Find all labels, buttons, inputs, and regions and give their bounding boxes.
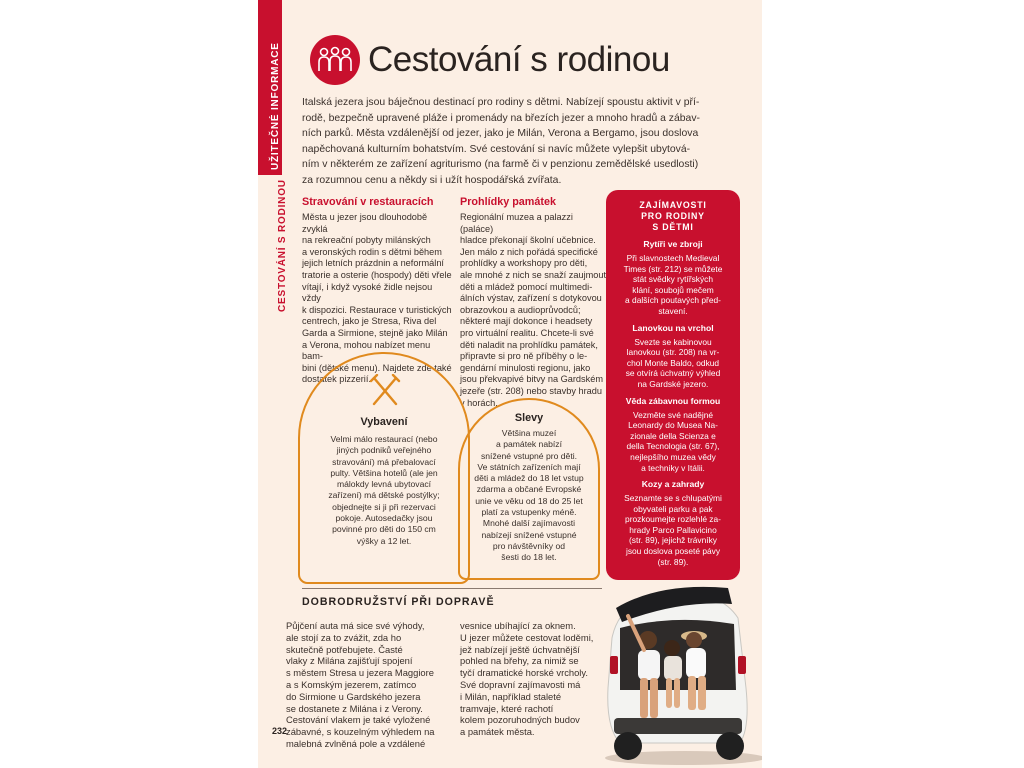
dining-line: na rekreační pobyty milánských	[302, 235, 431, 246]
equipment-line: jiných podniků veřejného	[336, 445, 432, 456]
discounts-line: zdarma a občané Evropské	[476, 484, 582, 495]
side-tab-top-label: UŽITEČNÉ INFORMACE	[270, 42, 281, 170]
sidebar-text	[612, 493, 734, 567]
adventure-line: kolem pozoruhodných budov	[460, 714, 580, 726]
family-icon	[310, 35, 360, 85]
adventure-line: a památek města.	[460, 726, 535, 738]
sidebar-subheading: Kozy a zahrady	[641, 479, 705, 490]
dining-line: bini (dětské menu). Najdete zde také	[302, 362, 452, 373]
sights-line: jezeře (str. 208) nebo stavby hradu	[460, 385, 602, 396]
sidebar-line: della Tecnologia (str. 67),	[626, 441, 720, 452]
adventure-left-column	[286, 620, 454, 750]
sidebar-line: zionale della Scienza e	[630, 430, 716, 441]
intro-line: za rozumnou cenu a někdy si i užít hospodářská zvířata.	[302, 174, 562, 186]
dining-line: centrech, jako je Stresa, Riva del	[302, 316, 437, 327]
discounts-line: Většina muzeí	[501, 428, 557, 438]
sidebar-line: klání, soubojů mečem	[632, 284, 714, 295]
book-page	[258, 0, 762, 768]
dining-line: Města u jezer jsou dlouhodobě zvyklá	[302, 212, 428, 234]
sidebar-line: hrady Parco Pallavicino	[629, 524, 717, 535]
equipment-line: pokoje. Autosedačky jsou	[335, 513, 433, 524]
sights-line: ale mnohé z nich se snaží zaujmout	[460, 269, 607, 280]
adventure-line: U jezer můžete cestovat loděmi,	[460, 631, 594, 643]
sidebar-subheading: Rytíři ve zbroji	[643, 239, 703, 249]
sights-line: prohlídky a workshopy pro děti,	[460, 258, 588, 269]
discounts-line: snížené vstupné pro děti.	[480, 450, 578, 461]
discounts-line: Ve státních zařízeních mají	[477, 461, 581, 472]
equipment-line: zařízení) má dětské postýlky;	[328, 490, 440, 501]
title-row	[310, 28, 670, 92]
sights-line: Jen málo z nich pořádá specifické	[460, 246, 598, 257]
adventure-line: a s Komským jezerem, zatímco	[286, 678, 417, 690]
adventure-right-column	[460, 620, 608, 738]
equipment-line: Velmi málo restaurací (nebo	[330, 434, 438, 444]
sidebar-line: lanovkou (str. 208) na vr-	[626, 347, 720, 358]
sidebar-line: obyvateli parku a pak	[633, 503, 713, 514]
adventure-line: jež nabízejí ještě úchvatnější	[460, 643, 580, 655]
sidebar-line: chol Monte Baldo, odkud	[626, 357, 720, 368]
adventure-line: ale stojí za to zvážit, zda ho	[286, 631, 402, 643]
sidebar-line: na Gardské jezero.	[637, 378, 709, 389]
dining-line: k dispozici. Restaurace v turistických	[302, 304, 452, 315]
sidebar-line: Times (str. 212) se můžete	[623, 263, 723, 274]
side-tab	[258, 0, 288, 768]
adventure-line: se dostanete z Milána i z Verony.	[286, 702, 423, 714]
equipment-line: pulty. Většina hotelů (ale jen	[330, 467, 438, 478]
sidebar-line: se otvírá úchvatný výhled	[625, 368, 721, 379]
equipment-text	[306, 434, 462, 547]
sidebar-heading-line: S DĚTMI	[652, 222, 694, 232]
equipment-line: povinné pro děti do 150 cm	[332, 524, 436, 535]
adventure-line: malebná zvlněná pole a vzdálené	[286, 737, 426, 749]
discounts-line: unie ve věku od 18 do 25 let	[475, 495, 583, 506]
sidebar-line: Leonardy do Musea Na-	[628, 420, 718, 431]
discounts-line: nabízejí snížené vstupné	[481, 529, 577, 540]
equipment-line: objednejte si ji při rezervaci	[332, 501, 436, 512]
discounts-line: děti a mládež do 18 let vstup	[474, 473, 584, 484]
intro-line: rodě, bezpečně upravené pláže i promenády na březích jezer a mnoho hradů a zábav-	[302, 112, 700, 124]
adventure-line: zábavné, s kouzelným výhledem na	[286, 726, 435, 738]
sidebar-line: Vezměte své nadějné	[632, 409, 714, 420]
sights-line: álních výstav, zařízení s dotykovou	[460, 293, 602, 304]
intro-line: ních parků. Města vzdálenější od jezer, jako je Milán, Verona a Bergamo, jsou doslova	[302, 128, 699, 140]
sights-line: pro virtuální realitu. Chcete-li své	[460, 327, 594, 338]
equipment-box	[298, 352, 470, 584]
discounts-line: Mnohé další zajímavosti	[482, 518, 576, 529]
adventure-line: skutečně potřebujete. Časté	[286, 643, 403, 655]
adventure-line: Své dopravní zajímavosti má	[460, 678, 581, 690]
adventure-heading: DOBRODRUŽSTVÍ PŘI DOPRAVĚ	[302, 596, 495, 608]
sights-line: děti a mládež pomocí multimedi-	[460, 281, 593, 292]
sights-text	[460, 212, 608, 409]
sights-line: hladce překonají školní učebnice.	[460, 235, 596, 246]
sidebar-line: Svezte se kabinovou	[634, 336, 712, 347]
sights-line: v horách.	[460, 397, 498, 408]
intro-paragraph	[302, 95, 710, 189]
side-tab-section-label: CESTOVÁNÍ S RODINOU	[277, 179, 288, 312]
adventure-divider	[302, 588, 602, 589]
adventure-line: s městem Stresa u jezera Maggiore	[286, 667, 434, 679]
sights-line: Regionální muzea a palazzi (paláce)	[460, 212, 573, 234]
sidebar-heading-line: PRO RODINY	[641, 211, 705, 221]
page-number: 232	[272, 726, 288, 736]
intro-line: Italská jezera jsou báječnou destinací pro rodiny s dětmi. Nabízejí spoustu aktivit v pří-	[302, 97, 700, 108]
sidebar-text	[612, 337, 734, 390]
fork-knife-icon	[368, 374, 402, 413]
sights-line: připravte si pro ně příběhy o le-	[460, 351, 588, 362]
intro-line: napěchovaná kulturním bohatstvím. Své cestování si navíc můžete vylepšit ubytová-	[302, 143, 691, 155]
dining-line: a Verona, mohou nabízet menu bam-	[302, 339, 431, 362]
adventure-line: Cestování vlakem je také vyložené	[286, 714, 431, 726]
discounts-box	[458, 398, 600, 580]
sidebar-line: nejlepšího muzea vědy	[630, 451, 716, 462]
sidebar-line: jsou doslova poseté pávy	[625, 546, 721, 557]
dining-line: vítají, i když vysoké židle nejsou vždy	[302, 281, 433, 304]
sights-heading: Prohlídky památek	[460, 196, 557, 208]
sights-line: děti naladit na prohlídku památek,	[460, 339, 598, 350]
dining-line: Garda a Sirmione, stejně jako Milán	[302, 327, 448, 338]
equipment-line: málokdy levná ubytovací	[336, 479, 432, 490]
sidebar-line: (str. 89), jejichž trávníky	[629, 535, 717, 546]
discounts-line: šesti do 18 let.	[501, 552, 557, 563]
sidebar-heading-line: ZAJÍMAVOSTI	[639, 200, 707, 210]
dining-line: tratorie a osterie (hospody) děti vřele	[302, 269, 452, 280]
discounts-line: platí za vstupenky méně.	[481, 507, 577, 518]
sidebar-line: stavení.	[658, 305, 688, 316]
adventure-line: tyčí dramatické horské vrcholy.	[460, 667, 588, 679]
sidebar-line: stát svědky rytířských	[632, 274, 714, 285]
sights-line: některé mají dokonce i headsety	[460, 316, 593, 327]
dining-heading: Stravování v restauracích	[302, 196, 434, 208]
dining-line: jejich letních prázdnin a neformální	[302, 258, 444, 269]
sidebar-line: Seznamte se s chlupatými	[624, 493, 722, 504]
discounts-line: pro návštěvníky od	[492, 540, 566, 551]
sidebar-line: a dalších poutavých před-	[625, 295, 721, 306]
intro-line: ním v některém ze zařízení agriturismo (na farmě či v penzionu zemědělské usedlosti)	[302, 159, 699, 171]
dining-line: dostatek pizzerií.	[302, 374, 371, 385]
equipment-heading: Vybavení	[360, 416, 408, 428]
sidebar-text	[612, 410, 734, 474]
discounts-heading: Slevy	[514, 412, 544, 424]
sidebar-text	[612, 253, 734, 317]
sidebar-subheading: Lanovkou na vrchol	[632, 322, 714, 333]
sights-line: jsou překvapivé bitvy na Gardském	[460, 374, 603, 385]
sidebar-line: Při slavnostech Medieval	[626, 253, 720, 263]
family-highlights-sidebar	[606, 190, 740, 580]
discounts-line: a památek nabízí	[496, 439, 562, 450]
family-car-photo	[590, 578, 762, 768]
page-title: Cestování s rodinou	[368, 40, 670, 79]
sidebar-line: (str. 89).	[657, 556, 689, 567]
dining-line: a veronských rodin s dětmi během	[302, 246, 442, 257]
sidebar-subheading: Věda zábavnou formou	[625, 395, 721, 406]
adventure-line: vesnice ubíhající za oknem.	[460, 620, 576, 631]
equipment-line: stravování) má přebalovací	[332, 456, 436, 467]
adventure-line: do Sirmione u Gardského jezera	[286, 690, 421, 702]
adventure-line: tramvaje, které rachotí	[460, 702, 554, 714]
sights-line: obrazovkou a audioprůvodců;	[460, 304, 581, 315]
adventure-line: i Milán, například staleté	[460, 690, 562, 702]
adventure-line: vlaky z Milána zajišťují spojení	[286, 655, 413, 667]
adventure-line: pohled na břehy, za nimiž se	[460, 655, 579, 667]
sights-line: gendární minulosti regionu, jako	[460, 362, 591, 373]
sidebar-heading	[612, 200, 734, 233]
adventure-line: Půjčení auta má sice své výhody,	[286, 620, 425, 631]
sidebar-line: prozkoumejte rozlehlé za-	[625, 514, 721, 525]
sidebar-line: a techniky v Itálii.	[641, 462, 705, 473]
discounts-text	[460, 428, 598, 564]
equipment-line: výšky a 12 let.	[356, 535, 412, 546]
